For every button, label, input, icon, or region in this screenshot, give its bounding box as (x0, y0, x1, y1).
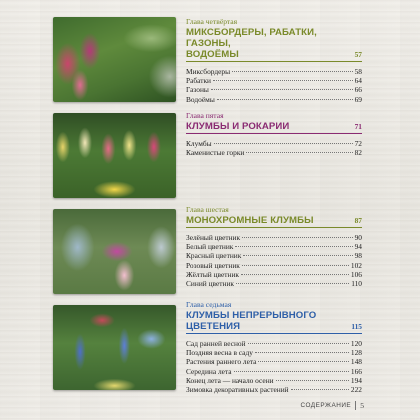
chapter-entries (186, 233, 362, 288)
dot-leader (243, 255, 352, 256)
chapter-7-section (186, 300, 362, 394)
toc-entry[interactable] (186, 95, 362, 104)
toc-entry[interactable] (186, 139, 362, 148)
dot-leader (241, 274, 349, 275)
entry-page-number: 72 (354, 139, 362, 148)
chapter-title-line: МИКСБОРДЕРЫ, РАБАТКИ, ГАЗОНЫ, (186, 27, 317, 49)
entry-page-number: 194 (350, 375, 362, 385)
entry-title: Середина лета (186, 366, 232, 376)
toc-entry[interactable] (186, 233, 362, 242)
chapter-divider (186, 227, 362, 228)
toc-entry[interactable] (186, 376, 362, 385)
chapter-entries (186, 139, 362, 157)
entry-page-number: 106 (350, 269, 362, 279)
toc-entry[interactable] (186, 242, 362, 251)
dot-leader (235, 246, 352, 247)
entry-title: Белый цветник (186, 242, 234, 252)
chapter-4-section (186, 17, 362, 104)
entry-page-number: 58 (354, 67, 362, 76)
dot-leader (242, 265, 349, 266)
dot-leader (214, 143, 353, 144)
dot-leader (234, 371, 349, 372)
toc-entry[interactable] (186, 76, 362, 85)
chapter-label: Глава шестая (186, 205, 229, 214)
chapter-label: Глава пятая (186, 111, 224, 120)
toc-entry[interactable] (186, 279, 362, 288)
entry-title: Рабатки (186, 76, 212, 86)
entry-title: Клумбы (186, 139, 212, 148)
chapter-title-row[interactable] (186, 121, 362, 132)
entry-page-number: 102 (350, 260, 362, 270)
entry-page-number: 98 (354, 251, 362, 261)
toc-entry[interactable] (186, 339, 362, 348)
footer-divider (355, 401, 356, 410)
chapter-title-line: КЛУМБЫ НЕПРЕРЫВНОГО (186, 310, 317, 321)
dot-leader (258, 361, 348, 362)
chapter-label: Глава четвёртая (186, 17, 238, 26)
toc-entry[interactable] (186, 270, 362, 279)
garden-photo-mixborders (53, 17, 176, 102)
dot-leader (255, 352, 349, 353)
entry-page-number: 110 (351, 279, 362, 289)
dot-leader (246, 152, 352, 153)
chapter-title-line: МОНОХРОМНЫЕ КЛУМБЫ (186, 215, 314, 226)
chapter-divider (186, 133, 362, 134)
toc-entry[interactable] (186, 148, 362, 157)
dot-leader (211, 89, 353, 90)
dot-leader (291, 389, 349, 390)
chapter-6-section (186, 205, 362, 288)
entry-title: Красный цветник (186, 251, 242, 261)
entry-title: Миксбордеры (186, 67, 231, 76)
toc-entry[interactable] (186, 357, 362, 366)
entry-title: Зелёный цветник (186, 233, 241, 242)
entry-page-number: 166 (350, 366, 362, 376)
chapter-title-row[interactable] (186, 215, 362, 226)
chapter-entries (186, 339, 362, 394)
entry-page-number: 66 (354, 85, 362, 95)
page-footer (300, 401, 364, 410)
toc-entry[interactable] (186, 67, 362, 76)
entry-title: Растения раннего лета (186, 357, 257, 367)
entry-page-number: 148 (350, 357, 362, 367)
entry-page-number: 64 (354, 76, 362, 86)
entry-page-number: 90 (354, 233, 362, 242)
toc-entry[interactable] (186, 85, 362, 94)
chapter-title-line: ВОДОЁМЫ (186, 49, 239, 60)
chapter-page-number: 57 (354, 50, 362, 59)
footer-section-label: СОДЕРЖАНИЕ (300, 402, 352, 409)
dot-leader (213, 80, 353, 81)
chapter-page-number: 115 (351, 322, 362, 331)
dot-leader (248, 343, 349, 344)
chapter-divider (186, 333, 362, 334)
entry-title: Зимовка декоративных растений (186, 385, 289, 395)
chapter-title-line: ЦВЕТЕНИЯ (186, 321, 241, 332)
chapter-title-line: КЛУМБЫ И РОКАРИИ (186, 121, 290, 132)
garden-photo-continuous-bloom (53, 305, 176, 390)
entry-page-number: 120 (350, 339, 362, 348)
garden-photo-monochrome (53, 209, 176, 294)
dot-leader (276, 380, 349, 381)
chapter-entries (186, 67, 362, 104)
chapter-title-row[interactable] (186, 310, 362, 332)
entry-title: Сад ранней весной (186, 339, 246, 348)
chapter-divider (186, 61, 362, 62)
entry-title: Жёлтый цветник (186, 269, 240, 279)
chapter-page-number: 87 (354, 216, 362, 225)
entry-title: Поздняя весна в саду (186, 348, 253, 358)
dot-leader (217, 99, 353, 100)
entry-page-number: 222 (350, 385, 362, 395)
toc-entry[interactable] (186, 348, 362, 357)
entry-page-number: 69 (354, 94, 362, 104)
garden-photo-flowerbeds (53, 113, 176, 198)
dot-leader (242, 237, 353, 238)
entry-title: Водоёмы (186, 94, 215, 104)
entry-page-number: 128 (350, 348, 362, 358)
entry-title: Конец лета — начало осени (186, 375, 274, 385)
toc-entry[interactable] (186, 261, 362, 270)
entry-title: Синий цветник (186, 279, 235, 289)
toc-entry[interactable] (186, 251, 362, 260)
entry-page-number: 94 (354, 242, 362, 252)
chapter-title-row[interactable] (186, 27, 362, 60)
toc-entry[interactable] (186, 385, 362, 394)
entry-title: Каменистые горки (186, 148, 245, 158)
dot-leader (232, 71, 353, 72)
chapter-page-number: 71 (354, 122, 362, 131)
toc-entry[interactable] (186, 367, 362, 376)
entry-title: Розовый цветник (186, 260, 240, 270)
entry-title: Газоны (186, 85, 209, 95)
footer-page-number: 5 (360, 401, 364, 410)
entry-page-number: 82 (354, 148, 362, 158)
chapter-label: Глава седьмая (186, 300, 232, 309)
dot-leader (236, 283, 349, 284)
chapter-5-section (186, 111, 362, 157)
